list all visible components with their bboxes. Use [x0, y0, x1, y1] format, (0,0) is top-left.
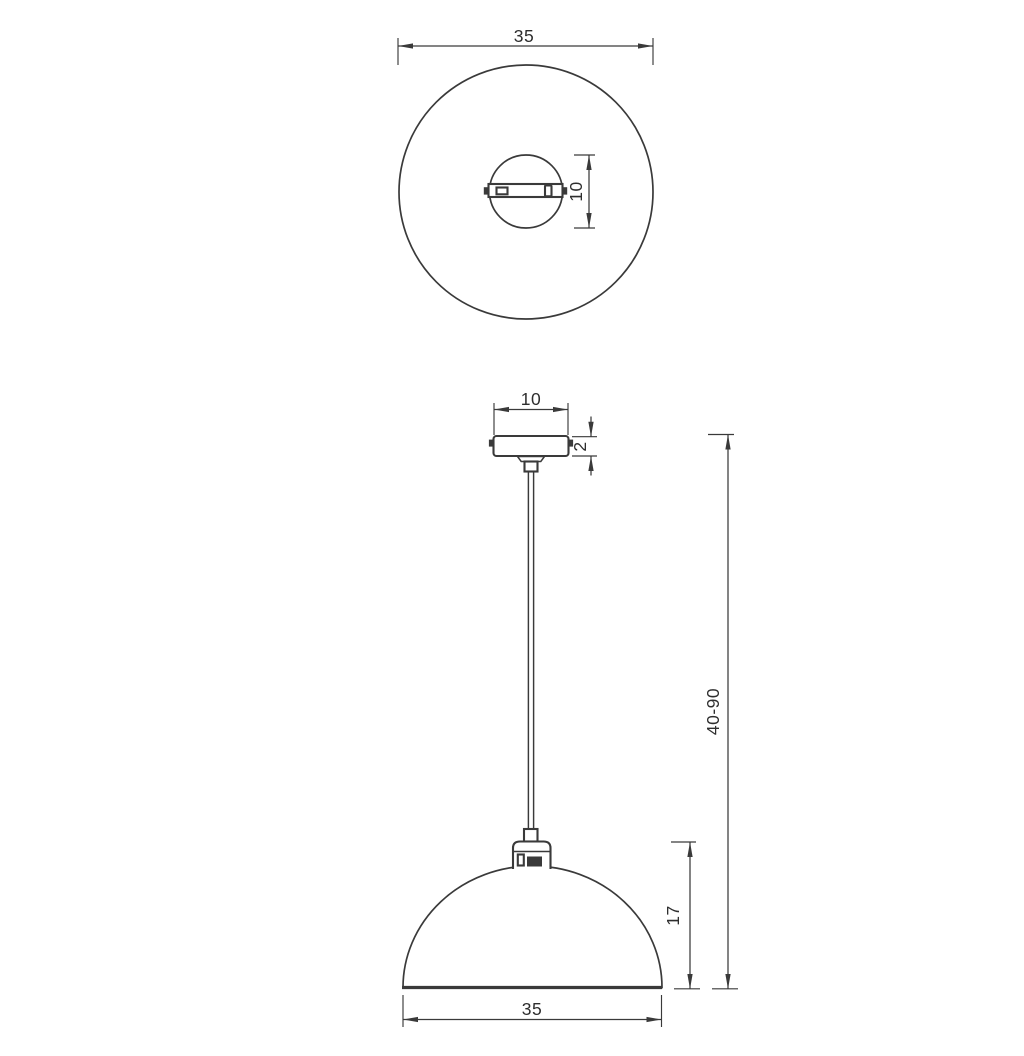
canopy-side-screw-left [489, 440, 494, 447]
front-view [402, 389, 738, 1027]
canopy-cord-grip-block [525, 462, 538, 472]
dimension-front-shade-diameter [403, 995, 662, 1027]
front-view-ceiling-canopy [494, 436, 569, 456]
dimension-label-front-canopy-width: 10 [520, 389, 542, 409]
dimension-front-canopy-width [494, 389, 568, 435]
drawing-canvas [40, 16, 1024, 1040]
holder-socket-opening [527, 857, 542, 867]
dimension-front-canopy-height [570, 417, 597, 476]
dimension-label-front-total-height: 40-90 [703, 687, 723, 736]
pendant-lamp-dimension-drawing [40, 16, 1024, 1040]
dimension-label-front-shade-diameter: 35 [521, 999, 543, 1019]
top-view [398, 26, 653, 319]
dimension-front-total-height [703, 435, 738, 990]
dimension-label-top-canopy-diameter: 10 [566, 181, 586, 202]
front-view-dome-shade [403, 866, 662, 988]
dimension-label-top-shade-diameter: 35 [513, 26, 535, 46]
dimension-front-shade-height [663, 842, 700, 989]
bracket-screw-slot-left [497, 188, 508, 195]
holder-clip-slot [518, 855, 524, 866]
dimension-top-shade-diameter [398, 26, 653, 65]
dimension-label-front-canopy-height: 2 [570, 441, 590, 452]
dimension-label-front-shade-height: 17 [663, 905, 683, 926]
bracket-end-nub-left [484, 187, 489, 194]
bracket-screw-slot-right [545, 186, 552, 197]
holder-cord-grip [524, 829, 538, 842]
